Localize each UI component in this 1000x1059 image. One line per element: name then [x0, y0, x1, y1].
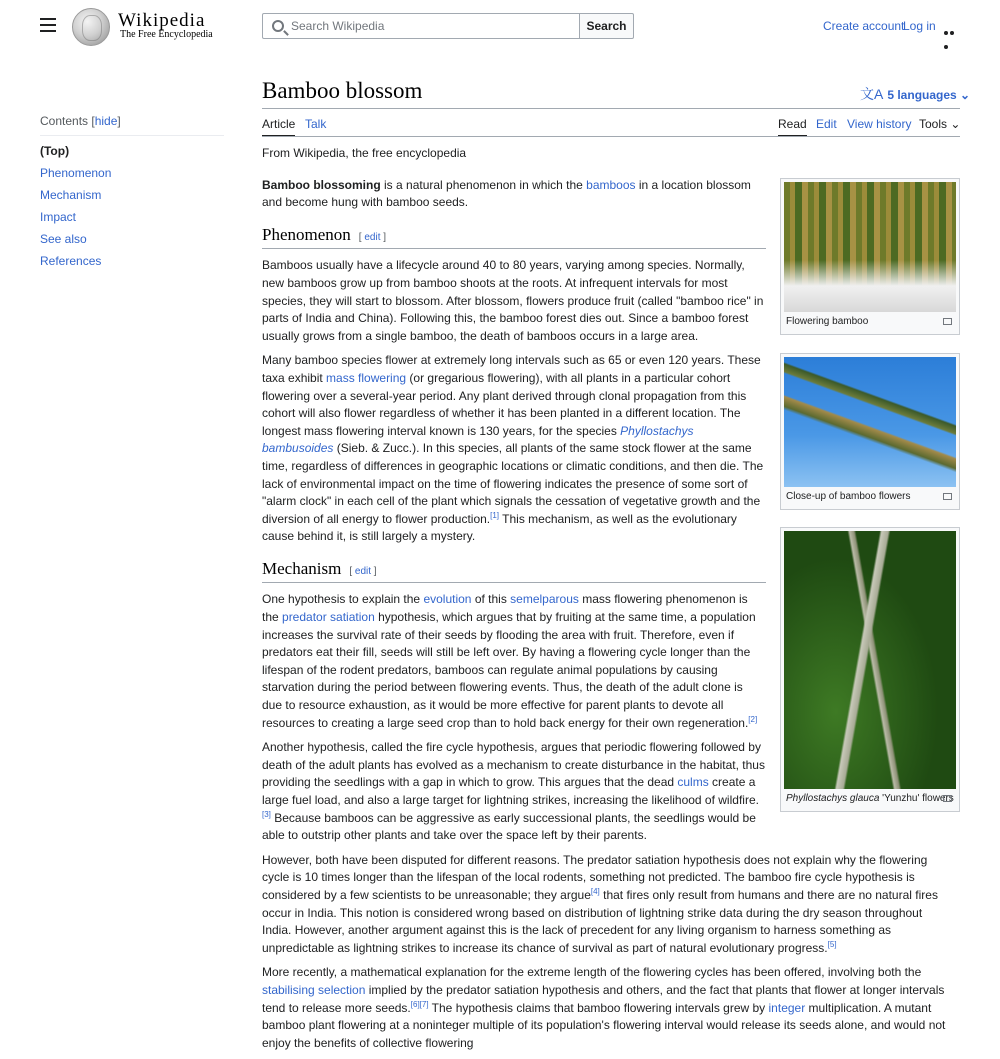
intro-paragraph [262, 177, 766, 212]
link-phyllostachys-bambusoides[interactable]: Phyllostachys bambusoides [262, 423, 694, 456]
link-integer[interactable]: integer [768, 1000, 806, 1015]
para-text: that fires only result from humans and there are no natural fires occur in India. This notion is considered wrong based on distribution of lightning strike data during the dry season throughout India. However, another argument against this is the lack of precedent for any living organism to harness something as unpredictable as lightning strikes to increase its chance of survival as part of natural evolutionary progress. [262, 887, 938, 955]
reference-5[interactable]: [5] [827, 939, 837, 949]
link-mass-flowering[interactable]: mass flowering [326, 370, 407, 385]
para-text: implied by the predator satiation hypothesis and others, and the fact that plants that flower at longer intervals tend to release more seeds. [262, 982, 945, 1015]
toc-item-see-also[interactable]: See also [40, 232, 87, 246]
enlarge-icon[interactable] [943, 795, 952, 802]
site-header [0, 0, 1000, 52]
link-predator-satiation[interactable]: predator satiation [282, 610, 375, 625]
tab-tools[interactable] [919, 117, 960, 131]
toc-item-top[interactable]: (Top) [40, 144, 70, 158]
search-icon [272, 20, 284, 32]
search-box [262, 13, 580, 39]
para-text: multiplication. A mutant bamboo plant flowering at a noninteger multiple of its population's flowering interval would release its seeds alone, and would not enjoy the benefits of collective flowering [262, 1000, 946, 1050]
table-of-contents [40, 114, 224, 276]
reference-4[interactable]: [4] [590, 886, 600, 896]
edit-link[interactable]: edit [364, 231, 381, 243]
reference-1[interactable]: [1] [490, 510, 500, 520]
intro-bold-term: Bamboo blossoming [262, 177, 381, 192]
languages-button[interactable] [860, 84, 970, 104]
para-text: The hypothesis claims that bamboo flowering intervals grew by [428, 1000, 769, 1015]
para-text: Many bamboo species flower at extremely long intervals such as 65 or even 120 years. These taxa exhibit [262, 353, 761, 385]
figure-caption [784, 789, 956, 808]
figure-bamboo-flowers-closeup [780, 353, 960, 510]
title-divider [262, 108, 960, 109]
enlarge-icon[interactable] [943, 493, 952, 500]
para-text: of this [471, 592, 511, 607]
tab-view-history[interactable]: View history [847, 117, 912, 131]
wikipedia-globe-logo[interactable] [72, 8, 110, 46]
link-bamboos[interactable]: bamboos [586, 177, 636, 192]
para-text: hypothesis, which argues that by fruiting at the same time, a population increases the survival rate of their seeds by flooding the area with fruit. Therefore, even if predators eat their fill, seeds will still be left over. By having a flowering cycle longer than the lifespan of the rodent predators, bamboos can regulate animal populations by causing starvation during the period between flowering events. Thus, the death of the adult clone is due to resource exhaustion, as it would be more effective for parent plants to devote all resources to creating a large seed crop than to hold back energy for their own regeneration. [262, 610, 756, 730]
link-culms[interactable]: culms [677, 775, 709, 790]
heading-text: Mechanism [262, 558, 342, 578]
tab-edit[interactable]: Edit [816, 117, 837, 131]
toc-heading: Contents [hide] [40, 114, 224, 136]
more-options-icon[interactable] [944, 24, 960, 28]
intro-text: is a natural phenomenon in which the [380, 177, 587, 192]
reference-3[interactable]: [3] [262, 809, 271, 819]
para-text: mass flowering phenomenon is the [262, 592, 748, 625]
wikipedia-tagline: The Free Encyclopedia [120, 29, 213, 40]
tab-article[interactable]: Article [262, 117, 295, 137]
create-account-link[interactable]: Create account [823, 19, 905, 33]
language-icon: 文A [860, 86, 884, 102]
enlarge-icon[interactable] [943, 318, 952, 325]
tools-label: Tools [919, 117, 948, 131]
section-heading-phenomenon [262, 226, 766, 250]
reference-6-7[interactable]: [6][7] [410, 999, 429, 1009]
section-heading-mechanism [262, 560, 766, 584]
phenomenon-paragraph-2 [262, 352, 766, 546]
tab-read[interactable]: Read [778, 117, 807, 137]
edit-section-phenomenon[interactable]: [ edit ] [358, 231, 387, 243]
caption-italic-text: Phyllostachys glauca [786, 793, 880, 804]
figure-phyllostachys-glauca [780, 527, 960, 812]
toc-item-references[interactable]: References [40, 254, 102, 268]
toc-hide-link[interactable]: hide [94, 114, 118, 128]
heading-text: Phenomenon [262, 224, 351, 244]
para-text: (or gregarious flowering), with all plants in a particular cohort flowering over a several-year period. Any plant derived through clonal propagation from this cohort will also flower regardless of whether it has been planted in a different location. The longest mass flowering interval known is 130 years, for the species [262, 370, 747, 438]
para-text: One hypothesis to explain the [262, 592, 424, 607]
figure-caption [784, 312, 956, 331]
tools-chevron-icon: ⌄ [950, 117, 961, 131]
phyllostachys-glauca-image[interactable] [784, 531, 956, 789]
toc-item-phenomenon[interactable]: Phenomenon [40, 166, 112, 180]
mechanism-paragraph-4 [262, 964, 952, 1052]
link-stabilising-selection[interactable]: stabilising selection [262, 982, 366, 997]
tabs-divider [262, 136, 960, 137]
reference-2[interactable]: [2] [748, 714, 758, 724]
caption-text: Flowering bamboo [786, 316, 869, 327]
para-text: (Sieb. & Zucc.). In this species, all plants of the same stock flower at the same time, regardless of differences in geographic locations or climatic conditions, and then die. The lack of environmental impact on the time of flowering indicates the presence of some sort of "alarm clock" in each cell of the plant which signals the cessation of vegetative growth and the diversion of all energy to flower production. [262, 441, 764, 526]
languages-label: 5 languages [887, 88, 957, 102]
toc-title: Contents [40, 114, 89, 128]
caption-text: Close-up of bamboo flowers [786, 491, 911, 502]
flowering-bamboo-image[interactable] [784, 182, 956, 312]
from-wikipedia-note: From Wikipedia, the free encyclopedia [262, 146, 467, 160]
mechanism-paragraph-1 [262, 591, 766, 732]
search-input[interactable] [291, 14, 576, 38]
bamboo-flowers-closeup-image[interactable] [784, 357, 956, 487]
figure-caption [784, 487, 956, 506]
para-text: Another hypothesis, called the fire cycle hypothesis, argues that periodic flowering followed by death of the adult plants has evolved as a mechanism to create disturbance in the habitat, thus providing the seedlings with a gap in which to grow. This argues that the dead [262, 740, 765, 790]
link-semelparous[interactable]: semelparous [510, 592, 579, 607]
para-text: However, both have been disputed for different reasons. The predator satiation hypothesis does not explain why the flowering cycle is 10 times longer than the lifespan of the local rodents, something not predicted. The bamboo fire cycle hypothesis is considered by a few scientists to be unreasonable; they argue [262, 852, 928, 902]
phenomenon-paragraph-1: Bamboos usually have a lifecycle around 40 to 80 years, varying among species. Normally, new bamboos grow up from bamboo shoots at the roots. At infrequent intervals for most species, they will start to blossom. After blossom, flowers produce fruit (called "bamboo rice" in parts of India and China). Following this, the bamboo forest dies out. Since a bamboo forest usually grows from a single bamboo, the death of bamboos occurs in a large area. [262, 258, 764, 343]
toc-item-impact[interactable]: Impact [40, 210, 77, 224]
mechanism-paragraph-2 [262, 739, 766, 845]
para-text: This mechanism, as well as the evolutionary cause behind it, is still largely a mystery. [262, 511, 737, 544]
edit-section-mechanism[interactable]: [ edit ] [349, 565, 377, 577]
para-text: More recently, a mathematical explanation for the extreme length of the flowering cycles has been offered, involving both the [262, 965, 922, 980]
wikipedia-wordmark[interactable]: Wikipedia [118, 10, 206, 31]
link-evolution[interactable]: evolution [423, 592, 472, 607]
para-text: create a large fuel load, and also a large target for lightning strikes, increasing the likelihood of wildfire. [262, 775, 759, 807]
edit-link[interactable]: edit [354, 565, 372, 577]
para-text: Because bamboos can be aggressive as early successional plants, the seedlings would be able to outstrip other plants and take over the space left by their parents. [262, 810, 756, 843]
intro-text: in a location blossom and become hung with bamboo seeds. [262, 177, 751, 210]
login-link[interactable]: Log in [903, 19, 936, 33]
main-menu-icon[interactable] [40, 18, 56, 32]
page-title: Bamboo blossom [262, 78, 423, 103]
toc-item-mechanism[interactable]: Mechanism [40, 188, 102, 202]
chevron-down-icon: ⌄ [960, 88, 971, 102]
figure-flowering-bamboo [780, 178, 960, 335]
search-button[interactable]: Search [579, 13, 634, 39]
caption-text: 'Yunzhu' flowers [879, 793, 954, 804]
mechanism-paragraph-3 [262, 852, 952, 958]
tab-talk[interactable]: Talk [305, 117, 327, 131]
